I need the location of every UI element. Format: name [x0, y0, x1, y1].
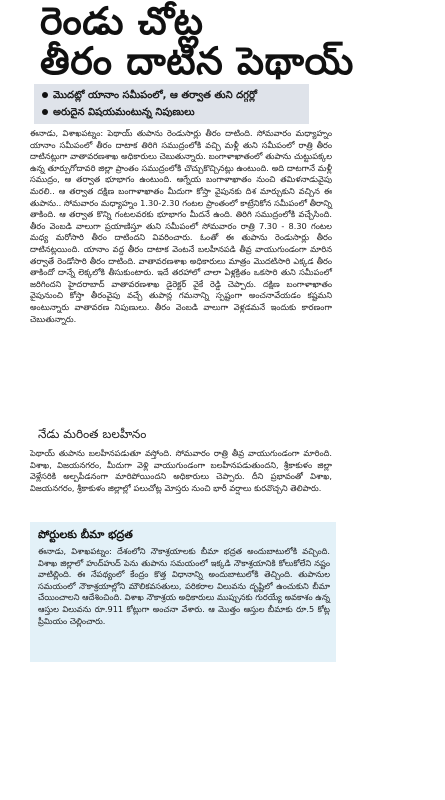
highlight-item	[42, 90, 257, 102]
story-second-paragraph: పెథాయ్ తుపాను బలహీనపడుతూ వస్తోంది. సోమవారం రాత్రి తీవ్ర వాయుగుండంగా మారింది. విశాఖ, విజయనగరం, మీదుగా వెళ్లి వాయుగుండంగా బలహీనపడుతుందని, శ్రీకాకుళం జిల్లా వెళ్లేసరికి అల్పపీడనంగా మారిపోయిందని అధికారులు చెప్పారు. దీని ప్రభావంతో విశాఖ, విజయనగరం, శ్రీకాకుళం జిల్లాల్లో పలుచోట్ల మోస్తరు నుంచి భారీ వర్షాలు కురవొచ్చని తెలిపారు.	[30, 448, 332, 493]
bullet-icon	[42, 109, 48, 115]
headline-line-2: తీరం దాటిన పెథాయ్	[40, 39, 354, 83]
highlight-item	[42, 107, 195, 119]
sidebar-text: ఈనాడు, విశాఖపట్నం: దేశంలోని నౌకాశ్రయాలకు బీమా భద్రత అందుబాటులోకి వచ్చింది. విశాఖ జిల్లాలో హుద్‌హుద్ పెను తుపాను సమయంలో ఇక్కడి నౌకాశ్రయానికి కోలుకోలేని నష్టం వాటిల్లింది. ఈ నేపథ్యంలో కేంద్రం కొత్త విధానాన్ని అందుబాటులోకి తెచ్చింది. తుపానుల సమయంలో నౌకాశ్రయాల్లోని మౌలికవసతులు, పరికరాల విలువను దృష్టిలో ఉంచుకుని బీమా చేయించాలని ఆదేశించింది. విశాఖ నౌకాశ్రయ అధికారులు ముప్పునకు గురయ్యే అవకాశం ఉన్న ఆస్తుల విలువను రూ.911 కోట్లుగా అంచనా వేశారు. ఆ మొత్తం ఆస్తుల బీమాకు రూ.5 కోట్ల ప్రీమియం చెల్లించారు.	[38, 546, 330, 626]
story-lead-paragraph: ఈనాడు, విశాఖపట్నం: పెథాయ్ తుపాను రెండుసార్లు తీరం దాటింది. సోమవారం మధ్యాహ్నం యానాం సమీపంలో తీరం దాటాక తిరిగి సముద్రంలోకి వచ్చి మళ్లీ తుని సమీపంలో రాత్రి తీరం దాటినట్లుగా వాతావరణశాఖ అధికారులు చెబుతున్నారు. బంగాళాఖాతంలో తుపాను చుట్టుపక్కల ఉన్న తూర్పుగోదావరి జిల్లా ప్రాంతం సముద్రంలోకి చొచ్చుకొచ్చినట్లు ఉంటుంది. అది దాటగానే మళ్లీ సముద్రం, ఆ తర్వాత భూభాగం ఉంటుంది. ఆగ్నేయ బంగాళాఖాతం నుంచి తమిళనాడువైపు మరలి.. ఆ తర్వాత దక్షిణ బంగాళాఖాతం మీదుగా కోస్తా వైపునకు దిశ మార్చుకుని వచ్చిన ఈ తుపాను.. సోమవారం మధ్యాహ్నం 1.30-2.30 గంటల ప్రాంతంలో కాట్రేనికోన సమీపంలో తీరాన్ని తాకింది. ఆ తర్వాత కొన్ని గంటలవరకు భూభాగం మీదనే ఉంది. తిరిగి సముద్రంలోకి వచ్చేసింది. తీరం వెంబడి వాలుగా ప్రయాణిస్తూ తుని సమీపంలో సోమవారం రాత్రి 7.30 - 8.30 గంటల మధ్య మరోసారి తీరం దాటిందని వివరించారు. ఓంతో ఈ తుపాను రెండుసార్లు తీరం దాటినట్లయింది. యానాం వద్ద తీరం దాటాక వెంటనే బలహీనపడి తీవ్ర వాయుగుండంగా మారిన తర్వాతే రెండోసారి తీరం దాటింది. వాతావరణశాఖ అధికారులు మాత్రం మొదటిసారి ఎక్కడ తీరం తాకిందో దాన్నే లెక్కలోకి తీసుకుంటారు. ఇదే తరహాలో చాలా ఏళ్లక్రితం ఒకసారి తుని సమీపంలో జరిగిందని హైదరాబాద్ వాతావరణశాఖ డైరెక్టర్ వైకే రెడ్డి చెప్పారు. దక్షిణ బంగాళాఖాతం వైపునుంచి కోస్తా తీరంవైపు వచ్చే తుపాన్ల గమనాన్ని స్పష్టంగా అంచనావేయడం కష్టమని అంటున్నారు వాతావరణ నిపుణులు. తీరం వెంబడి వాలుగా వెళ్లడమనే ఇందుకు కారణంగా చెబుతున్నారు.	[30, 128, 332, 324]
story-subheading: నేడు మరింత బలహీనం	[38, 427, 147, 441]
highlight-text: మొదట్లో యానాం సమీపంలో, ఆ తర్వాత తుని దగ్గర్లో	[53, 90, 258, 101]
highlight-text: అరుదైన విషయమంటున్న నిపుణులు	[53, 107, 195, 118]
sidebar-box	[30, 522, 336, 662]
sidebar-title: పోర్టులకు బీమా భద్రత	[38, 528, 133, 541]
headline-line-1: రెండు చోట్ల	[40, 0, 204, 43]
bullet-icon	[42, 92, 48, 98]
highlights-box	[34, 84, 309, 124]
